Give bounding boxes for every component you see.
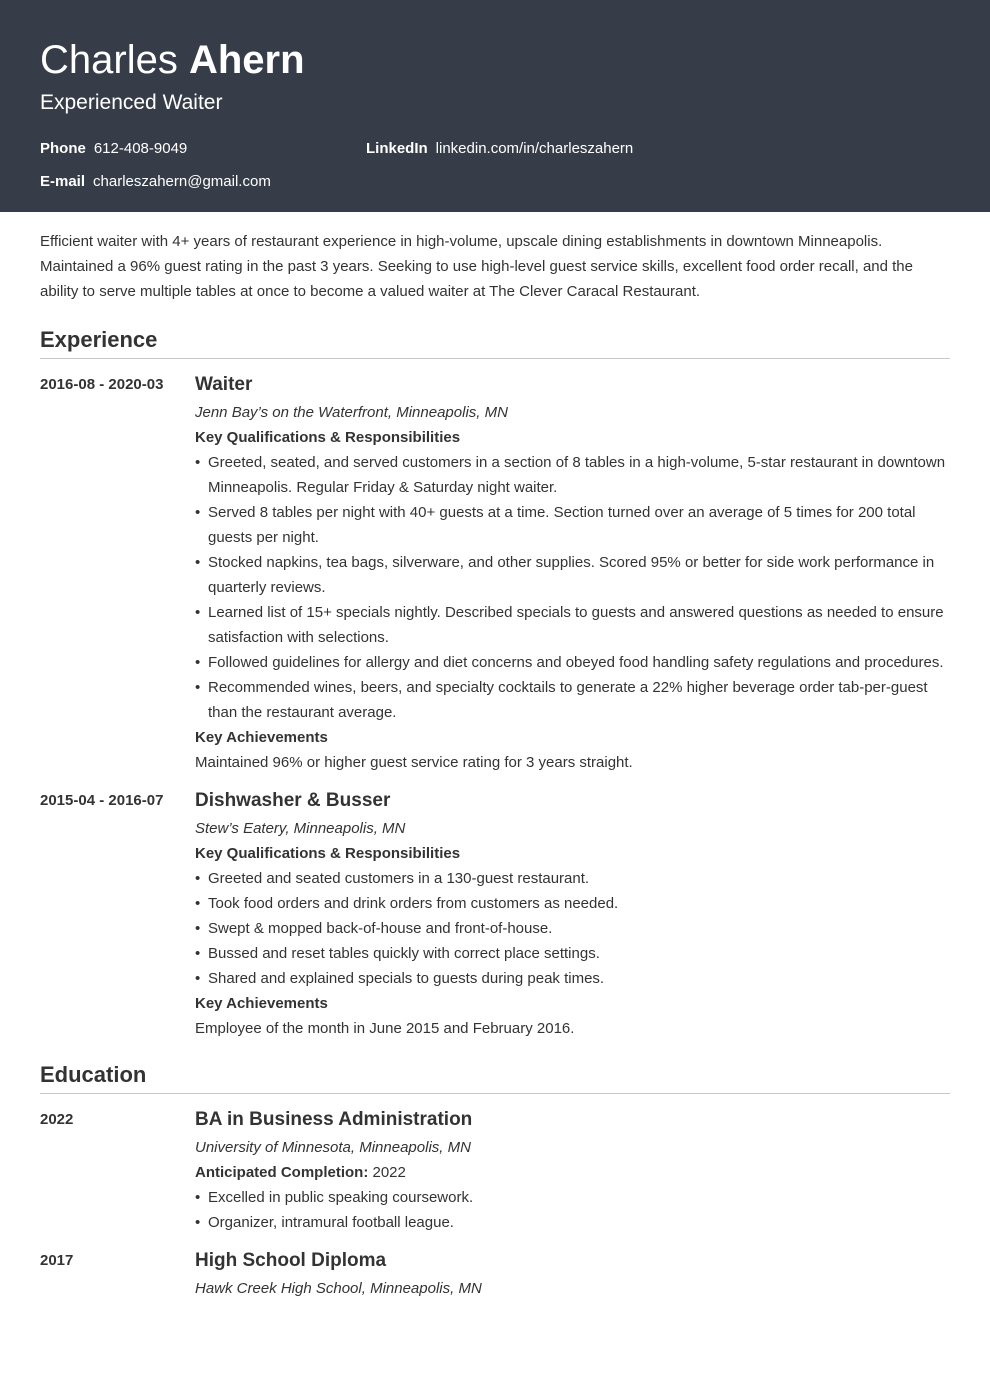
phone-value: 612-408-9049 — [93, 140, 188, 157]
list-item: • Greeted, seated, and served customers in a section of 8 tables in a high-volume, 5-star restaurant in downtown Minneapolis. Regular Friday & Saturday night waiter. — [195, 450, 950, 500]
phone-label: Phone — [40, 140, 86, 157]
linkedin-link[interactable]: linkedin.com/in/charleszahern — [435, 140, 634, 157]
school-name: University of Minnesota, Minneapolis, MN — [195, 1139, 471, 1156]
anticipated-completion — [195, 1160, 950, 1185]
contact-info — [40, 140, 950, 200]
candidate-name — [40, 36, 950, 84]
resume-body — [0, 229, 990, 1301]
achievements-heading: Key Achievements — [195, 729, 328, 746]
entry-year: 2022 — [40, 1111, 74, 1128]
qualifications-heading: Key Qualifications & Responsibilities — [195, 429, 461, 446]
responsibilities-list — [195, 450, 950, 725]
list-item: • Stocked napkins, tea bags, silverware, and other supplies. Scored 95% or better for side work performance in quarterly reviews. — [195, 550, 950, 600]
experience-entry — [40, 787, 950, 1041]
contact-linkedin — [366, 140, 633, 157]
list-item: • Organizer, intramural football league. — [195, 1210, 950, 1235]
anticipated-value: 2022 — [372, 1164, 406, 1181]
last-name: Ahern — [188, 38, 305, 82]
list-item: • Swept & mopped back-of-house and front-of-house. — [195, 916, 950, 941]
entry-details — [195, 1247, 950, 1301]
responsibilities-list — [195, 866, 950, 991]
entry-details — [195, 1106, 950, 1235]
linkedin-label: LinkedIn — [366, 140, 428, 157]
list-item: • Took food orders and drink orders from customers as needed. — [195, 891, 950, 916]
entry-details — [195, 371, 950, 775]
qualifications-heading: Key Qualifications & Responsibilities — [195, 845, 461, 862]
entry-details — [195, 787, 950, 1041]
education-entry — [40, 1247, 950, 1301]
education-highlights — [195, 1185, 950, 1235]
employer: Jenn Bay’s on the Waterfront, Minneapolis, MN — [195, 404, 508, 421]
anticipated-label: Anticipated Completion: — [195, 1164, 369, 1181]
entry-dates: 2016-08 - 2020-03 — [40, 376, 164, 393]
degree-title: BA in Business Administration — [195, 1109, 473, 1130]
candidate-headline: Experienced Waiter — [40, 91, 223, 114]
achievements-heading: Key Achievements — [195, 995, 328, 1012]
list-item: • Served 8 tables per night with 40+ guests at a time. Section turned over an average of 5 times for 200 total guests per night. — [195, 500, 950, 550]
list-item: • Bussed and reset tables quickly with correct place settings. — [195, 941, 950, 966]
experience-entry — [40, 371, 950, 775]
job-title: Waiter — [195, 374, 253, 395]
job-title: Dishwasher & Busser — [195, 790, 391, 811]
entry-dates: 2015-04 - 2016-07 — [40, 792, 164, 809]
email-label: E-mail — [40, 173, 86, 190]
achievement-text: Maintained 96% or higher guest service rating for 3 years straight. — [195, 754, 633, 771]
degree-title: High School Diploma — [195, 1250, 387, 1271]
employer: Stew’s Eatery, Minneapolis, MN — [195, 820, 406, 837]
summary-text: Efficient waiter with 4+ years of restaurant experience in high-volume, upscale dining establishments in downtown Minneapolis. Maintained a 96% guest rating in the past 3 years. Seeking to use high-level guest service skills, excellent food order recall, and the ability to serve multiple tables at once to become a valued waiter at The Clever Caracal Restaurant. — [40, 233, 913, 300]
contact-email — [40, 173, 271, 190]
education-entry — [40, 1106, 950, 1235]
experience-heading: Experience — [40, 326, 950, 359]
list-item: • Excelled in public speaking coursework. — [195, 1185, 950, 1210]
list-item: • Recommended wines, beers, and specialty cocktails to generate a 22% higher beverage order tab-per-guest than the restaurant average. — [195, 675, 950, 725]
list-item: • Greeted and seated customers in a 130-guest restaurant. — [195, 866, 950, 891]
contact-phone — [40, 140, 187, 157]
entry-year: 2017 — [40, 1252, 74, 1269]
list-item: • Followed guidelines for allergy and diet concerns and obeyed food handling safety regulations and procedures. — [195, 650, 950, 675]
achievement-text: Employee of the month in June 2015 and February 2016. — [195, 1020, 575, 1037]
school-name: Hawk Creek High School, Minneapolis, MN — [195, 1280, 482, 1297]
list-item: • Shared and explained specials to guests during peak times. — [195, 966, 950, 991]
email-link[interactable]: charleszahern@gmail.com — [93, 173, 271, 190]
first-name: Charles — [40, 38, 178, 82]
resume-header — [0, 0, 990, 212]
list-item: • Learned list of 15+ specials nightly. Described specials to guests and answered questions as needed to ensure satisfaction with selections. — [195, 600, 950, 650]
education-heading: Education — [40, 1061, 950, 1094]
